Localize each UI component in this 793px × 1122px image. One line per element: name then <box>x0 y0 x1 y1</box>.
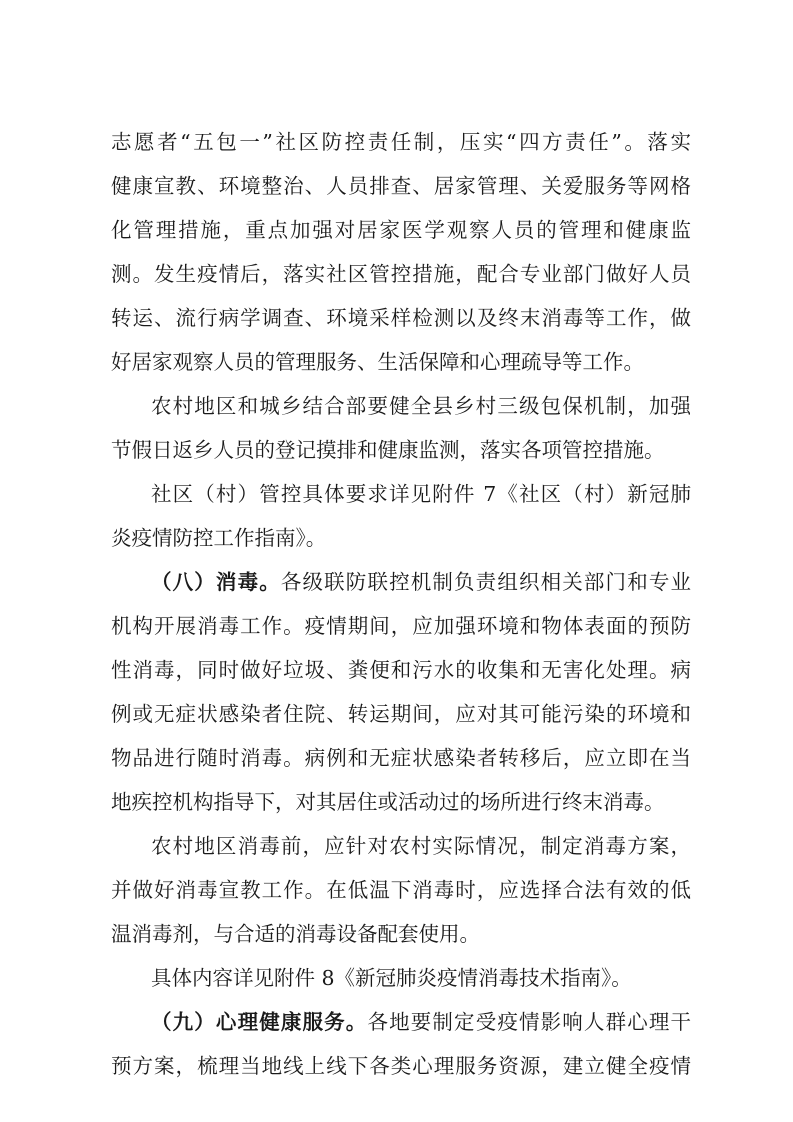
text-line: 具体内容详见附件 8《新冠肺炎疫情消毒技术指南》。 <box>151 966 632 990</box>
text-line: 健康宣教、环境整治、人员排查、居家管理、关爱服务等网格 <box>111 174 691 198</box>
section-text: 各级联防联控机制负责组织相关部门和专业 <box>280 570 691 594</box>
text-line: 农村地区消毒前，应针对农村实际情况，制定消毒方案， <box>151 834 691 858</box>
text-line: 好居家观察人员的管理服务、生活保障和心理疏导等工作。 <box>111 350 644 374</box>
section-heading: （九）心理健康服务。 <box>151 1010 368 1034</box>
text-line: 节假日返乡人员的登记摸排和健康监测，落实各项管控措施。 <box>111 438 665 462</box>
section-text: 各地要制定受疫情影响人群心理干 <box>367 1010 692 1034</box>
text-line: 化管理措施，重点加强对居家医学观察人员的管理和健康监 <box>111 218 691 242</box>
text-line: 社区（村）管控具体要求详见附件 7《社区（村）新冠肺 <box>151 482 691 506</box>
text-line: 地疾控机构指导下，对其居住或活动过的场所进行终末消毒。 <box>111 790 665 814</box>
section-9-first-line <box>151 1002 691 1042</box>
text-line: 转运、流行病学调查、环境采样检测以及终末消毒等工作，做 <box>111 306 691 330</box>
text-line: 温消毒剂，与合适的消毒设备配套使用。 <box>111 922 480 946</box>
section-heading: （八）消毒。 <box>151 570 281 594</box>
text-line: 农村地区和城乡结合部要健全县乡村三级包保机制，加强 <box>151 394 691 418</box>
text-line: 例或无症状感染者住院、转运期间，应对其可能污染的环境和 <box>111 702 691 726</box>
text-line: 测。发生疫情后，落实社区管控措施，配合专业部门做好人员 <box>111 262 691 286</box>
text-line: 志愿者“五包一”社区防控责任制，压实“四方责任”。落实 <box>111 130 691 154</box>
text-line: 物品进行随时消毒。病例和无症状感染者转移后，应立即在当 <box>111 746 691 770</box>
text-line: 性消毒，同时做好垃圾、粪便和污水的收集和无害化处理。病 <box>111 658 691 682</box>
text-line: 炎疫情防控工作指南》。 <box>111 526 327 550</box>
text-line: 机构开展消毒工作。疫情期间，应加强环境和物体表面的预防 <box>111 614 691 638</box>
text-line: 预方案，梳理当地线上线下各类心理服务资源，建立健全疫情 <box>111 1054 691 1078</box>
text-line: 并做好消毒宣教工作。在低温下消毒时，应选择合法有效的低 <box>111 878 691 902</box>
section-8-first-line <box>151 562 691 602</box>
